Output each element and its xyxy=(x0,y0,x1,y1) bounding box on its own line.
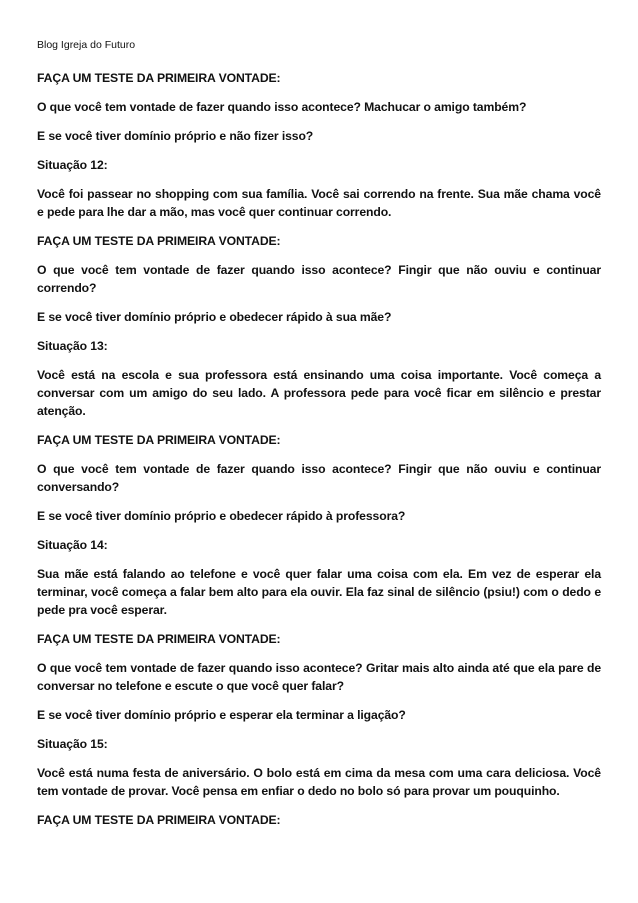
situation-paragraph: Você está na escola e sua professora está ensinando uma coisa importante. Você começa a conversar com um amigo do seu lado. A professora pede para você ficar em silêncio e prestar atenção. xyxy=(37,368,601,418)
situation-title: Situação 14: xyxy=(37,538,108,552)
heading-teste: FAÇA UM TESTE DA PRIMEIRA VONTADE: xyxy=(37,433,281,447)
situation-paragraph: Sua mãe está falando ao telefone e você quer falar uma coisa com ela. Em vez de esperar ela terminar, você começa a falar bem alto para ela ouvir. Ela faz sinal de silêncio (psiu!) com o dedo e pede pra você esperar. xyxy=(37,567,601,617)
question-paragraph: E se você tiver domínio próprio e obedecer rápido à professora? xyxy=(37,509,406,523)
situation-title: Situação 15: xyxy=(37,737,108,751)
question-paragraph: E se você tiver domínio próprio e esperar ela terminar a ligação? xyxy=(37,708,406,722)
question-paragraph: O que você tem vontade de fazer quando isso acontece? Fingir que não ouviu e continuar correndo? xyxy=(37,263,601,295)
situation-title: Situação 12: xyxy=(37,158,108,172)
question-paragraph: O que você tem vontade de fazer quando isso acontece? Fingir que não ouviu e continuar conversando? xyxy=(37,462,601,494)
heading-teste: FAÇA UM TESTE DA PRIMEIRA VONTADE: xyxy=(37,632,281,646)
question-paragraph: O que você tem vontade de fazer quando isso acontece? Gritar mais alto ainda até que ela pare de conversar no telefone e escute o que você quer falar? xyxy=(37,661,601,693)
question-paragraph: E se você tiver domínio próprio e não fizer isso? xyxy=(37,129,314,143)
document-page xyxy=(37,38,601,840)
heading-teste: FAÇA UM TESTE DA PRIMEIRA VONTADE: xyxy=(37,234,281,248)
blog-header: Blog Igreja do Futuro xyxy=(37,39,136,51)
heading-teste: FAÇA UM TESTE DA PRIMEIRA VONTADE: xyxy=(37,813,281,827)
situation-paragraph: Você está numa festa de aniversário. O bolo está em cima da mesa com uma cara deliciosa. Você tem vontade de provar. Você pensa em enfiar o dedo no bolo só para provar um pouquinho. xyxy=(37,766,601,798)
question-paragraph: O que você tem vontade de fazer quando isso acontece? Machucar o amigo também? xyxy=(37,100,527,114)
document-body xyxy=(37,69,601,829)
situation-paragraph: Você foi passear no shopping com sua família. Você sai correndo na frente. Sua mãe chama você e pede para lhe dar a mão, mas você quer continuar correndo. xyxy=(37,187,601,219)
heading-teste: FAÇA UM TESTE DA PRIMEIRA VONTADE: xyxy=(37,71,281,85)
question-paragraph: E se você tiver domínio próprio e obedecer rápido à sua mãe? xyxy=(37,310,392,324)
situation-title: Situação 13: xyxy=(37,339,108,353)
